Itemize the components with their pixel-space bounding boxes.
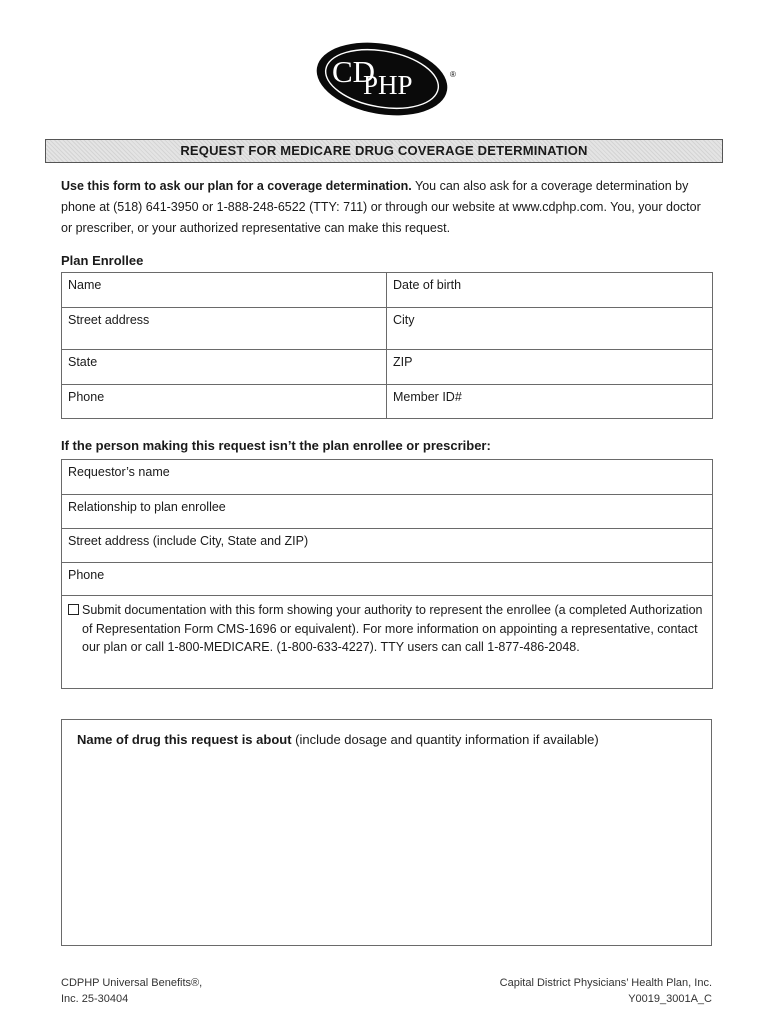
authorization-item: [68, 601, 706, 657]
requestor-phone-field[interactable]: [62, 563, 713, 596]
drug-label-note: (include dosage and quantity information if available): [291, 732, 599, 747]
enrollee-name-label: Name: [68, 278, 102, 292]
requestor-heading: If the person making this request isn’t the plan enrollee or prescriber:: [61, 438, 491, 453]
authorization-checkbox[interactable]: [68, 604, 79, 615]
footer-right: [500, 975, 712, 1007]
enrollee-zip-label: ZIP: [393, 355, 413, 369]
enrollee-dob-field[interactable]: [387, 273, 713, 308]
drug-label-bold: Name of drug this request is about: [77, 732, 292, 747]
enrollee-phone-field[interactable]: [62, 385, 387, 419]
enrollee-name-field[interactable]: [62, 273, 387, 308]
drug-name-field[interactable]: [61, 719, 712, 946]
footer-left-line1: CDPHP Universal Benefits®,: [61, 977, 203, 989]
enrollee-dob-label: Date of birth: [393, 278, 462, 292]
drug-name-label: [77, 732, 599, 747]
enrollee-state-field[interactable]: [62, 350, 387, 385]
requestor-phone-label: Phone: [68, 568, 105, 582]
footer-right-line2: Y0019_3001A_C: [628, 993, 712, 1005]
enrollee-zip-field[interactable]: [387, 350, 713, 385]
requestor-street-field[interactable]: [62, 529, 713, 563]
plan-enrollee-table: [61, 272, 713, 419]
requestor-table: [61, 459, 713, 689]
enrollee-city-field[interactable]: [387, 308, 713, 350]
enrollee-street-label: Street address: [68, 313, 150, 327]
footer-right-line1: Capital District Physicians’ Health Plan, Inc.: [499, 977, 712, 989]
enrollee-member-id-field[interactable]: [387, 385, 713, 419]
authorization-text: Submit documentation with this form showing your authority to represent the enrollee (a completed Authorization of Representation Form CMS-1696 or equivalent). For more information on appointing a representative, contact our plan or call 1-800-MEDICARE. (1-800-633-4227). TTY users can call 1-877-486-2048.: [82, 603, 703, 654]
intro-bold-text: Use this form to ask our plan for a coverage determination.: [61, 179, 412, 193]
cdphp-logo: [315, 40, 465, 118]
authorization-row: [62, 596, 713, 689]
logo-text-php: PHP: [363, 70, 413, 100]
enrollee-member-id-label: Member ID#: [393, 390, 462, 404]
intro-paragraph: [61, 176, 711, 239]
requestor-relationship-label: Relationship to plan enrollee: [68, 500, 226, 514]
logo-text-cd: CD: [332, 54, 376, 89]
footer-left: [61, 975, 202, 1007]
intro-text: You can also ask for a coverage determination by phone at (518) 641-3950 or 1-888-248-6522 (TTY: 711) or through our website at www.cdphp.com. You, your doctor or prescriber, or your authorized representative can make this request.: [61, 179, 701, 235]
form-title: REQUEST FOR MEDICARE DRUG COVERAGE DETERMINATION: [45, 139, 723, 163]
enrollee-street-field[interactable]: [62, 308, 387, 350]
registered-mark: ®: [450, 70, 456, 79]
requestor-name-field[interactable]: [62, 460, 713, 495]
requestor-relationship-field[interactable]: [62, 495, 713, 529]
plan-enrollee-heading: Plan Enrollee: [61, 253, 144, 268]
enrollee-phone-label: Phone: [68, 390, 105, 404]
enrollee-state-label: State: [68, 355, 98, 369]
footer-left-line2: Inc. 25-30404: [61, 993, 129, 1005]
requestor-street-label: Street address (include City, State and ZIP): [68, 534, 309, 548]
requestor-name-label: Requestor’s name: [68, 465, 170, 479]
enrollee-city-label: City: [393, 313, 415, 327]
